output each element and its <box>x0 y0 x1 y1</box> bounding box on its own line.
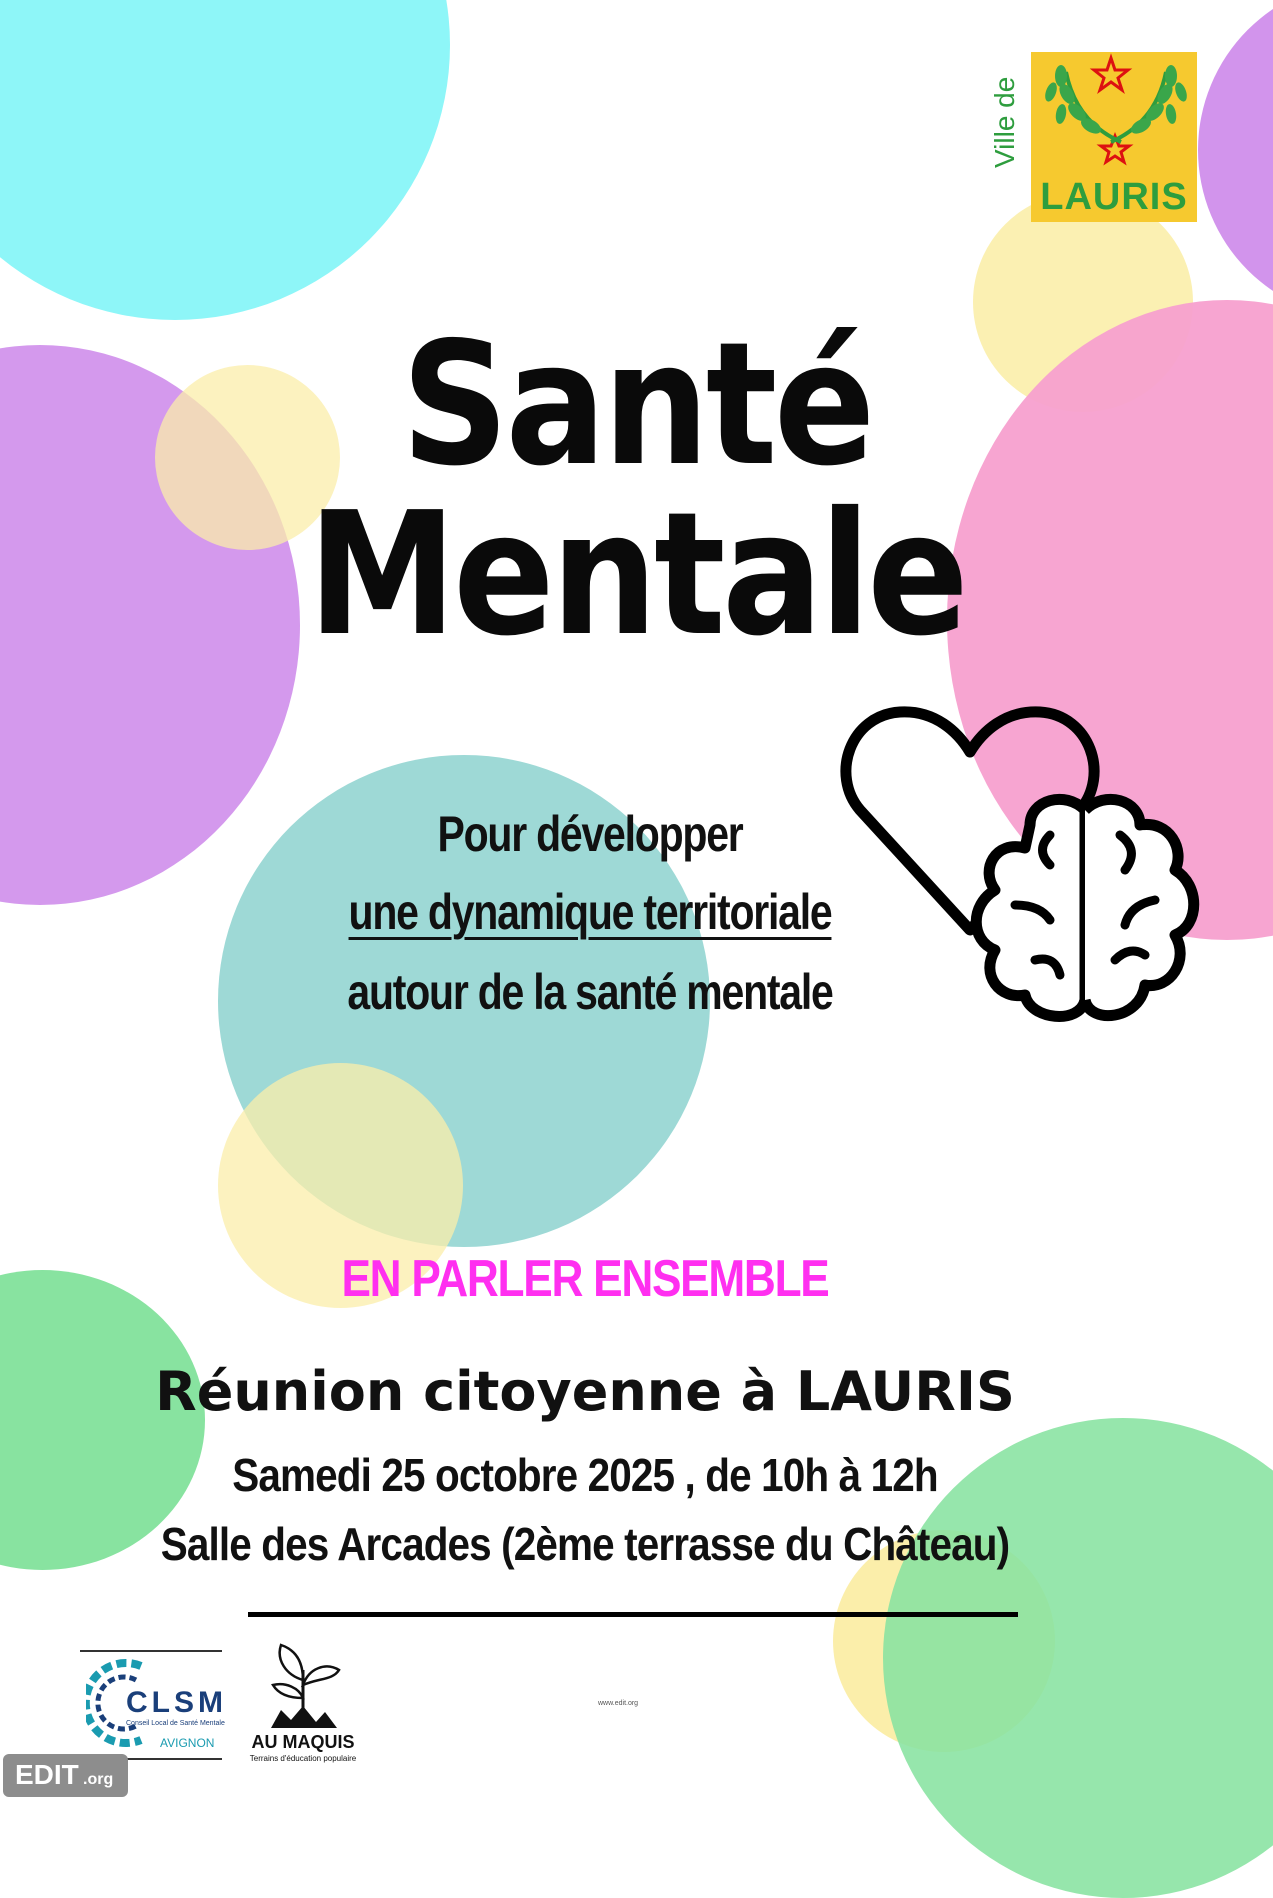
ville-name: LAURIS <box>1040 176 1188 218</box>
au-maquis-logo <box>243 1640 363 1770</box>
maquis-name: AU MAQUIS <box>251 1732 355 1752</box>
subtitle-line-2: une dynamique territoriale <box>348 884 832 940</box>
laurel-star-icon <box>1031 52 1197 172</box>
clsm-name: CLSM <box>126 1686 227 1719</box>
clsm-logo <box>80 1650 227 1760</box>
edit-watermark[interactable] <box>3 1754 128 1797</box>
watermark-text: EDIT <box>15 1759 79 1790</box>
event-place: Salle des Arcades (2ème terrasse du Château) <box>160 1518 1010 1570</box>
bg-circle-cyan <box>0 0 450 320</box>
watermark-suffix: .org <box>83 1771 114 1788</box>
event-date: Samedi 25 octobre 2025 , de 10h à 12h <box>232 1449 938 1501</box>
title-line-2: Mentale <box>307 476 966 674</box>
heart-brain-icon <box>840 700 1240 1040</box>
small-url: www.edit.org <box>598 1700 639 1707</box>
title-line-1: Santé <box>401 306 872 504</box>
ville-prefix: Ville de <box>989 76 1020 168</box>
subtitle-line-3: autour de la santé mentale <box>347 964 833 1020</box>
ville-de-lauris-logo <box>989 52 1203 222</box>
maquis-subtitle: Terrains d'éducation populaire <box>249 1754 357 1763</box>
clsm-full-name: Conseil Local de Santé Mentale <box>126 1720 225 1727</box>
bg-circle-purple-right <box>1198 0 1273 320</box>
tagline: EN PARLER ENSEMBLE <box>341 1250 829 1308</box>
divider-line <box>248 1612 1018 1617</box>
clsm-top-rule <box>80 1650 222 1652</box>
event-title: Réunion citoyenne à LAURIS <box>155 1360 1015 1423</box>
subtitle-line-1: Pour développer <box>437 806 743 862</box>
clsm-city: AVIGNON <box>160 1736 215 1750</box>
ville-logo-emblem <box>1031 52 1197 222</box>
sprout-icon <box>261 1640 345 1730</box>
